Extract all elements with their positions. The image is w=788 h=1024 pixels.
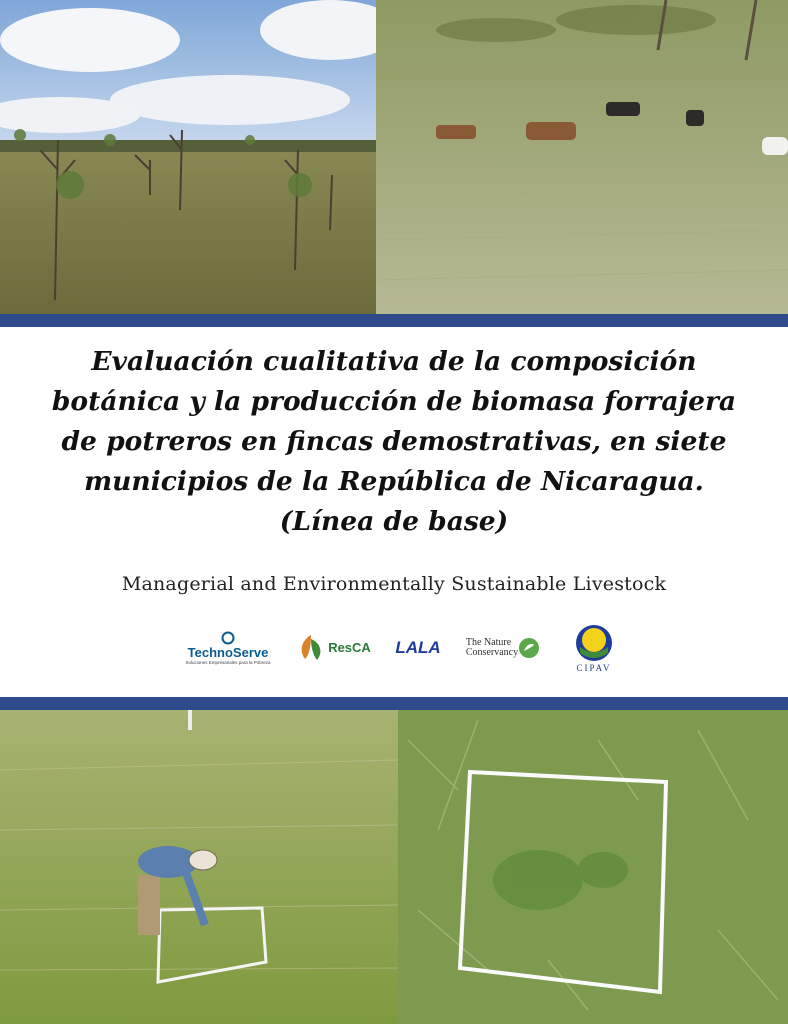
title-line-3: de potreros en fincas demostrativas, en siete	[61, 426, 727, 457]
resca-logo	[292, 620, 376, 675]
tnc-leaf-icon	[518, 637, 540, 659]
resca-leaf-icon	[297, 633, 325, 663]
top-divider-band	[0, 314, 788, 327]
photo-cattle-grazing	[376, 0, 788, 314]
bottom-divider-band	[0, 697, 788, 710]
technoserve-logo	[178, 620, 278, 675]
technoserve-name: TechnoServe	[187, 644, 269, 660]
tnc-logo	[458, 620, 548, 675]
tnc-line-1: The Nature	[465, 636, 512, 648]
photo-dry-pasture	[0, 0, 376, 314]
cipav-logo	[566, 620, 622, 675]
cipav-emblem-icon	[574, 623, 614, 663]
technoserve-icon	[220, 631, 236, 645]
project-subtitle: Managerial and Environmentally Sustainable Livestock	[121, 573, 667, 595]
title-line-5: (Línea de base)	[279, 506, 509, 537]
document-title	[0, 342, 788, 542]
lala-logo	[388, 620, 448, 675]
cipav-name: CIPAV	[576, 662, 612, 673]
tnc-line-2: Conservancy	[465, 646, 519, 658]
title-line-2: botánica y la producción de biomasa forrajera	[51, 386, 737, 417]
title-line-4: municipios de la República de Nicaragua.	[84, 466, 704, 497]
technoserve-tagline: Soluciones Empresariales para la Pobreza	[185, 659, 271, 665]
partner-logos	[0, 620, 788, 675]
resca-name: ResCA	[328, 640, 371, 655]
photo-quadrat-frame	[398, 710, 788, 1024]
title-line-1: Evaluación cualitativa de la composición	[91, 346, 697, 377]
lala-name: LALA	[395, 637, 441, 657]
photo-person-measuring	[0, 710, 398, 1024]
